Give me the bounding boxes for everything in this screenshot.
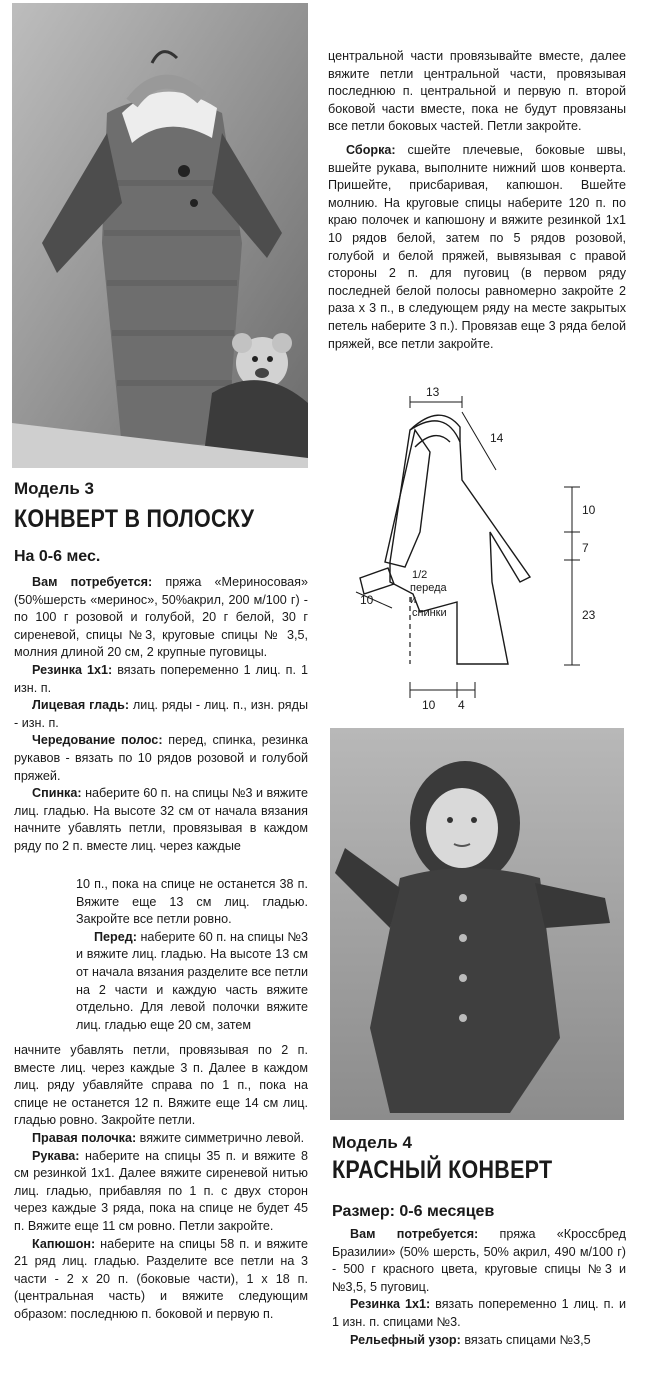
front-paragraph [76, 929, 308, 1035]
dim-4-label: 4 [458, 698, 465, 712]
model3-size: На 0-6 мес. [14, 548, 101, 565]
back-paragraph [14, 785, 308, 855]
materials-label: Вам потребуется: [32, 575, 153, 589]
photo-red-sleeping-bag-drawing [330, 728, 624, 1120]
assembly-text: сшейте плечевые, боковые швы, вшейте рукава, выполните нижний шов конверта. Пришейте, присбаривая, капюшон. Вшейте молнию. На круговые спицы наберите 120 п. по краю полочек и капюшону и вяжите резинкой 1х1 10 рядов белой, затем по 5 рядов розовой, голубой и белой пряжей, вывязывая с правой стороны 2 п. для пуговиц (в первом ряду последней белой полосы равномерно закройте 2 раза х 3 п., в следующем ряду на месте закрытых петель наберите 3 п.). Провязав еще 3 ряда белой пряжей, все петли закройте. [328, 142, 626, 351]
assembly-label: Сборка: [346, 142, 396, 157]
m4-materials-text: пряжа «Кроссбред Бразилии» (50% шерсть, 50% акрил, 490 м/100 г) - 500 г красного цвета, круговые спицы №3 и №3,5, 5 пуговиц. [332, 1227, 626, 1294]
sleeve-paragraph [14, 1148, 308, 1236]
m4-rib-label: Резинка 1х1: [350, 1297, 431, 1312]
stockinette-paragraph [14, 697, 308, 732]
m4-rib-paragraph [332, 1296, 626, 1331]
right-paragraph [14, 1130, 308, 1148]
stockinette-label: Лицевая гладь: [32, 698, 130, 713]
model3-body-bottom [14, 1042, 308, 1324]
m4-relief-paragraph [332, 1332, 626, 1350]
materials-text: пряжа «Мериносовая» (50%шерсть «меринос», 50%акрил, 200 м/100 г) - по 100 г розовой и голубой, 20 г белой, 30 г сиреневой, спицы №3, круговые спицы № 3,5, молния длиной 20 см, 2 крупные пуговицы. [14, 575, 309, 660]
model4-label: Модель 4 [332, 1133, 412, 1152]
back-label: Спинка: [32, 786, 82, 801]
materials-paragraph [14, 574, 308, 662]
model3-body-indented [76, 876, 308, 1034]
dim-14-label: 14 [490, 431, 504, 445]
right-label: Правая полочка: [32, 1130, 137, 1145]
assembly-paragraph [328, 142, 626, 353]
stockinette-text: лиц. ряды - лиц. п., изн. ряды - изн. п. [14, 698, 308, 730]
dim-10-left-label: 10 [360, 593, 374, 607]
hood-continuation-text: центральной части провязывайте вместе, далее вяжите петли центральной части, провязывая последнюю п. центральной и первую п. второй боковой части вместе, пока не будут провязаны все петли боковых частей. Петли закройте. [328, 49, 626, 134]
model4-size: Размер: 0-6 месяцев [332, 1203, 495, 1220]
model3-title: КОНВЕРТ В ПОЛОСКУ [14, 505, 255, 533]
rib-label: Резинка 1х1: [32, 662, 113, 677]
diagram-label-line2: переда [410, 582, 447, 594]
dim-10-right-label: 10 [582, 503, 596, 517]
m4-materials-label: Вам потребуется: [350, 1227, 479, 1241]
dim-7-label: 7 [582, 541, 589, 555]
dim-10-bottom-label: 10 [422, 698, 436, 712]
photo-striped-sleeping-bag-drawing [12, 3, 308, 468]
m4-materials-paragraph [332, 1226, 626, 1296]
m4-relief-label: Рельефный узор: [350, 1332, 461, 1347]
hood-paragraph [14, 1236, 308, 1324]
pattern-diagram [350, 382, 615, 717]
dim-23-label: 23 [582, 608, 596, 622]
diagram-label-line3: и [410, 594, 417, 606]
m4-rib-text: вязать попеременно 1 лиц. п. и 1 изн. п. спицами №3. [332, 1297, 626, 1329]
hood-continuation [328, 48, 626, 353]
hood-label: Капюшон: [32, 1236, 96, 1251]
diagram-label-line4: спинки [412, 607, 447, 619]
right-text: вяжите симметрично левой. [136, 1130, 305, 1145]
front-label: Перед: [94, 929, 137, 944]
model3-label: Модель 3 [14, 479, 94, 498]
back-text-2: 10 п., пока на спице не останется 38 п. Вяжите еще 13 см лиц. гладью. Закройте все петли ровно. [76, 877, 308, 927]
sleeve-text: наберите на спицы 35 п. и вяжите 8 см резинкой 1х1. Далее вяжите сиреневой нитью лиц. гладью, прибавляя по 1 п. с двух сторон через каждые 3 ряда, пока на спице не будет 45 п. Вяжите еще 11 см ровно. Петли закройте. [14, 1148, 308, 1233]
back-text-1: наберите 60 п. на спицы №3 и вяжите лиц. гладью. На высоте 32 см от начала вязания начните убавлять петли, провязывая в каждом ряду по 2 п. вместе лиц. через каждые [14, 786, 308, 853]
rib-paragraph [14, 662, 308, 697]
m4-relief-text: вязать спицами №3,5 [460, 1332, 591, 1347]
sleeve-label: Рукава: [32, 1148, 80, 1163]
rib-text: вязать попеременно 1 лиц. п. 1 изн. п. [14, 662, 308, 695]
front-text-2: начните убавлять петли, провязывая по 2 п. вместе лиц. через каждые 3 п. Далее в каждом лиц. ряду убавляйте справа по 1 п., пока на спице не останется 12 п. Вяжите еще 14 см лиц. гладью ровно. Закройте петли. [14, 1043, 308, 1128]
model4-body [332, 1226, 626, 1349]
hood-text: наберите на спицы 58 п. и вяжите 21 ряд лиц. гладью. Разделите все петли на 3 части - 2 х 20 п. (боковые части), 1 х 18 п. (центральная часть) и вяжите следующим образом: последнюю п. боковой и первую п. [14, 1236, 308, 1321]
dim-13-label: 13 [426, 385, 440, 399]
front-text-1: наберите 60 п. на спицы №3 и вяжите лиц. гладью. На высоте 13 см от начала вязания разделите все петли на 2 части и каждую часть вяжите отдельно. Для левой полочки вяжите лиц. гладью еще 20 см, затем [76, 929, 308, 1032]
model3-body-top [14, 574, 308, 856]
stripes-label: Чередование полос: [32, 733, 163, 748]
stripes-paragraph [14, 732, 308, 785]
diagram-label-line1: 1/2 [412, 569, 428, 581]
stripes-text: перед, спинка, резинка рукавов - вязать по 10 рядов розовой и голубой пряжей. [14, 733, 308, 783]
pattern-diagram-svg [350, 382, 615, 717]
model4-title: КРАСНЫЙ КОНВЕРТ [332, 1156, 553, 1184]
photo-red-sleeping-bag [330, 728, 624, 1120]
photo-striped-sleeping-bag [12, 3, 308, 468]
